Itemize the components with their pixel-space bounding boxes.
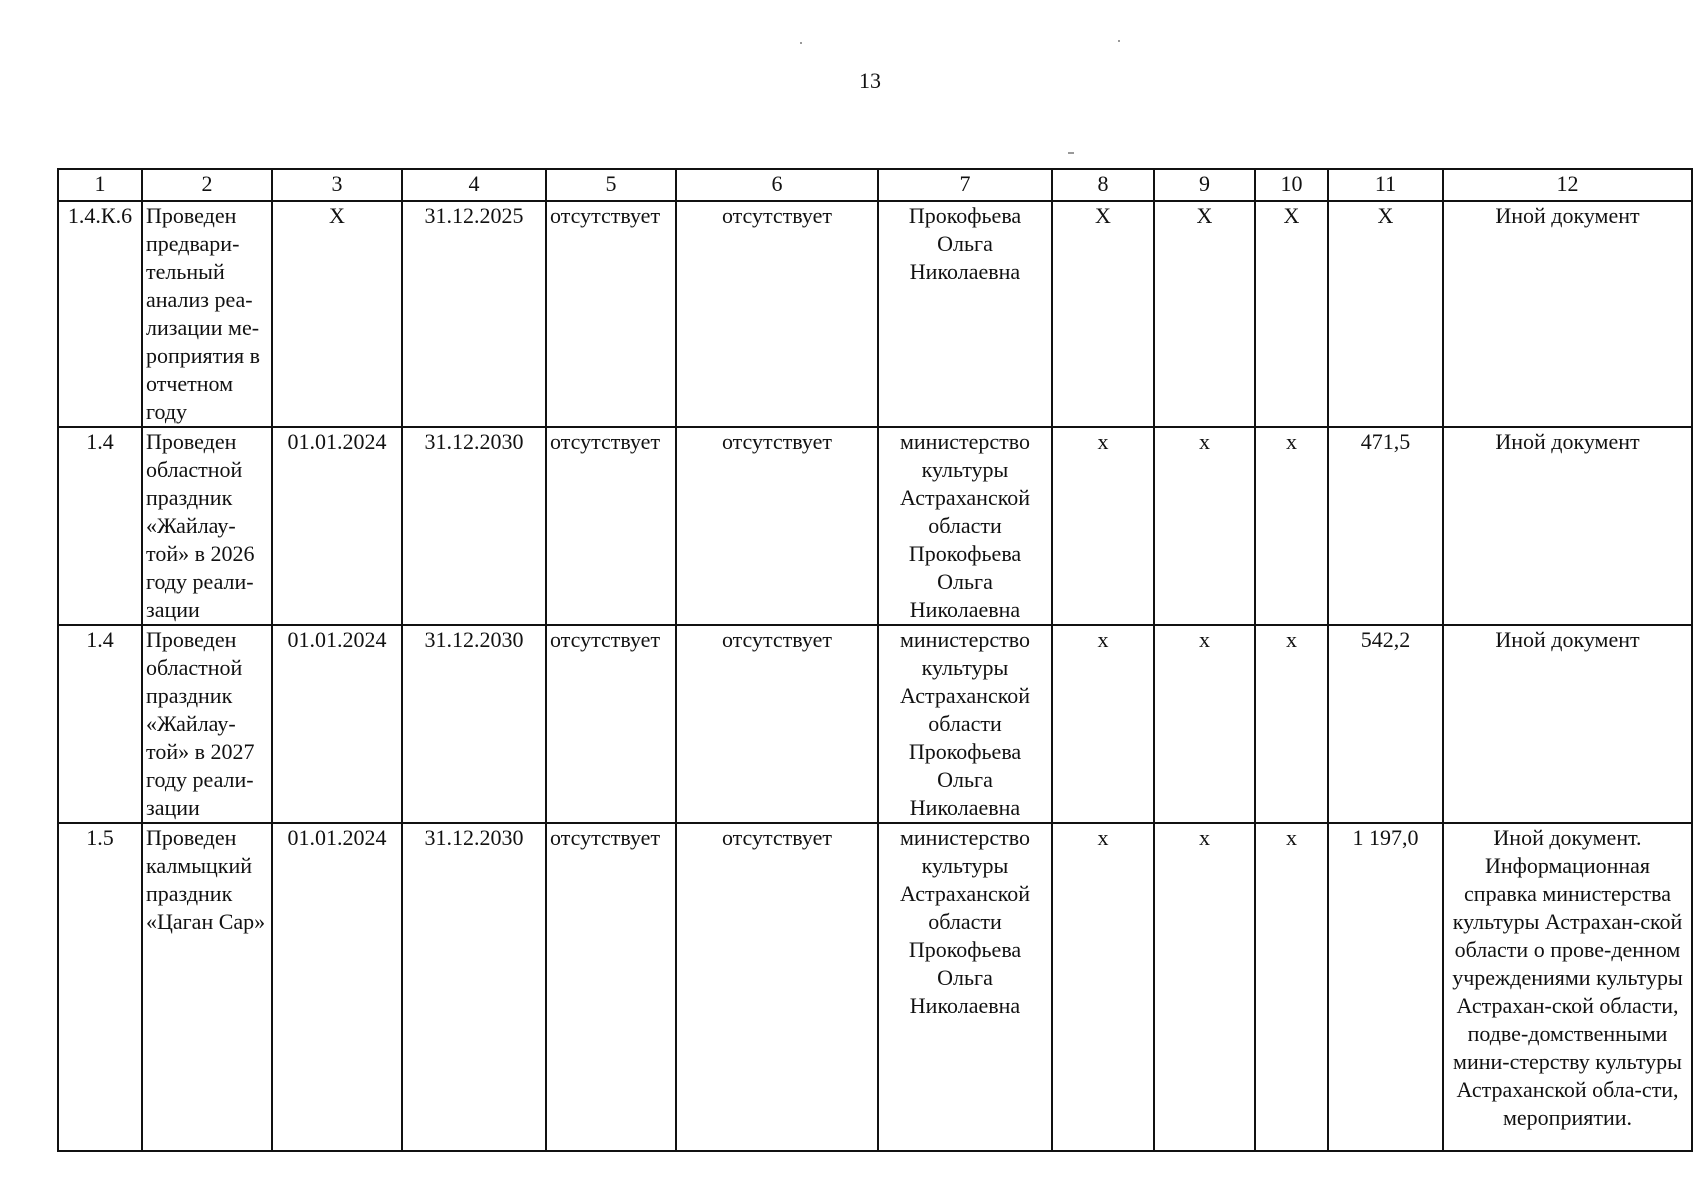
col10-value: Х	[1255, 201, 1328, 427]
col9-value: х	[1154, 625, 1255, 823]
col8-value: Х	[1052, 201, 1154, 427]
col10-value: х	[1255, 823, 1328, 1151]
end-date: 31.12.2030	[402, 427, 546, 625]
col5-value: отсутствует	[546, 427, 676, 625]
table-row	[58, 823, 1692, 1151]
col9-value: х	[1154, 823, 1255, 1151]
col10-value: х	[1255, 625, 1328, 823]
row-code: 1.4	[58, 625, 142, 823]
col5-value: отсутствует	[546, 625, 676, 823]
page-number: 13	[859, 68, 881, 93]
scan-speck	[800, 42, 802, 44]
scan-speck	[1118, 40, 1120, 42]
col6-value: отсутствует	[676, 823, 878, 1151]
document-table-wrapper	[57, 168, 1693, 1152]
events-table	[57, 168, 1693, 1152]
column-header: 7	[878, 169, 1052, 201]
event-description: Проведен областной праздник «Жайлау-той» в 2027 году реали-зации	[142, 625, 272, 823]
col8-value: х	[1052, 625, 1154, 823]
document-type: Иной документ	[1443, 427, 1692, 625]
col5-value: отсутствует	[546, 201, 676, 427]
table-row	[58, 201, 1692, 427]
col6-value: отсутствует	[676, 427, 878, 625]
row-code: 1.4.К.6	[58, 201, 142, 427]
column-header: 2	[142, 169, 272, 201]
col10-value: х	[1255, 427, 1328, 625]
end-date: 31.12.2030	[402, 625, 546, 823]
column-header: 8	[1052, 169, 1154, 201]
start-date: 01.01.2024	[272, 823, 402, 1151]
event-description: Проведен калмыцкий праздник «Цаган Сар»	[142, 823, 272, 1151]
table-row	[58, 427, 1692, 625]
amount-value: 1 197,0	[1328, 823, 1443, 1151]
document-type: Иной документ. Информационная справка министерства культуры Астрахан-ской области о прове-денном учреждениями культуры Астрахан-ской области, подве-домственными мини-стерству культуры Астраханской обла-сти, мероприятии.	[1443, 823, 1692, 1151]
event-description: Проведен предвари-тельный анализ реа-лизации ме-роприятия в отчетном году	[142, 201, 272, 427]
amount-value: 542,2	[1328, 625, 1443, 823]
column-header: 3	[272, 169, 402, 201]
col6-value: отсутствует	[676, 625, 878, 823]
document-type: Иной документ	[1443, 625, 1692, 823]
row-code: 1.5	[58, 823, 142, 1151]
scan-speck	[1068, 152, 1074, 154]
column-header: 4	[402, 169, 546, 201]
col5-value: отсутствует	[546, 823, 676, 1151]
column-header: 6	[676, 169, 878, 201]
column-header: 10	[1255, 169, 1328, 201]
start-date: 01.01.2024	[272, 625, 402, 823]
column-header: 9	[1154, 169, 1255, 201]
col6-value: отсутствует	[676, 201, 878, 427]
column-header: 12	[1443, 169, 1692, 201]
document-type: Иной документ	[1443, 201, 1692, 427]
responsible-person: министерство культуры Астраханской области Прокофьева Ольга Николаевна	[878, 625, 1052, 823]
col9-value: х	[1154, 427, 1255, 625]
responsible-person: Прокофьева Ольга Николаевна	[878, 201, 1052, 427]
end-date: 31.12.2030	[402, 823, 546, 1151]
responsible-person: министерство культуры Астраханской области Прокофьева Ольга Николаевна	[878, 823, 1052, 1151]
row-code: 1.4	[58, 427, 142, 625]
column-number-row	[58, 169, 1692, 201]
col8-value: х	[1052, 823, 1154, 1151]
column-header: 11	[1328, 169, 1443, 201]
end-date: 31.12.2025	[402, 201, 546, 427]
col9-value: Х	[1154, 201, 1255, 427]
start-date: 01.01.2024	[272, 427, 402, 625]
amount-value: 471,5	[1328, 427, 1443, 625]
table-row	[58, 625, 1692, 823]
responsible-person: министерство культуры Астраханской области Прокофьева Ольга Николаевна	[878, 427, 1052, 625]
col8-value: х	[1052, 427, 1154, 625]
start-date: Х	[272, 201, 402, 427]
amount-value: Х	[1328, 201, 1443, 427]
event-description: Проведен областной праздник «Жайлау-той» в 2026 году реали-зации	[142, 427, 272, 625]
column-header: 1	[58, 169, 142, 201]
column-header: 5	[546, 169, 676, 201]
